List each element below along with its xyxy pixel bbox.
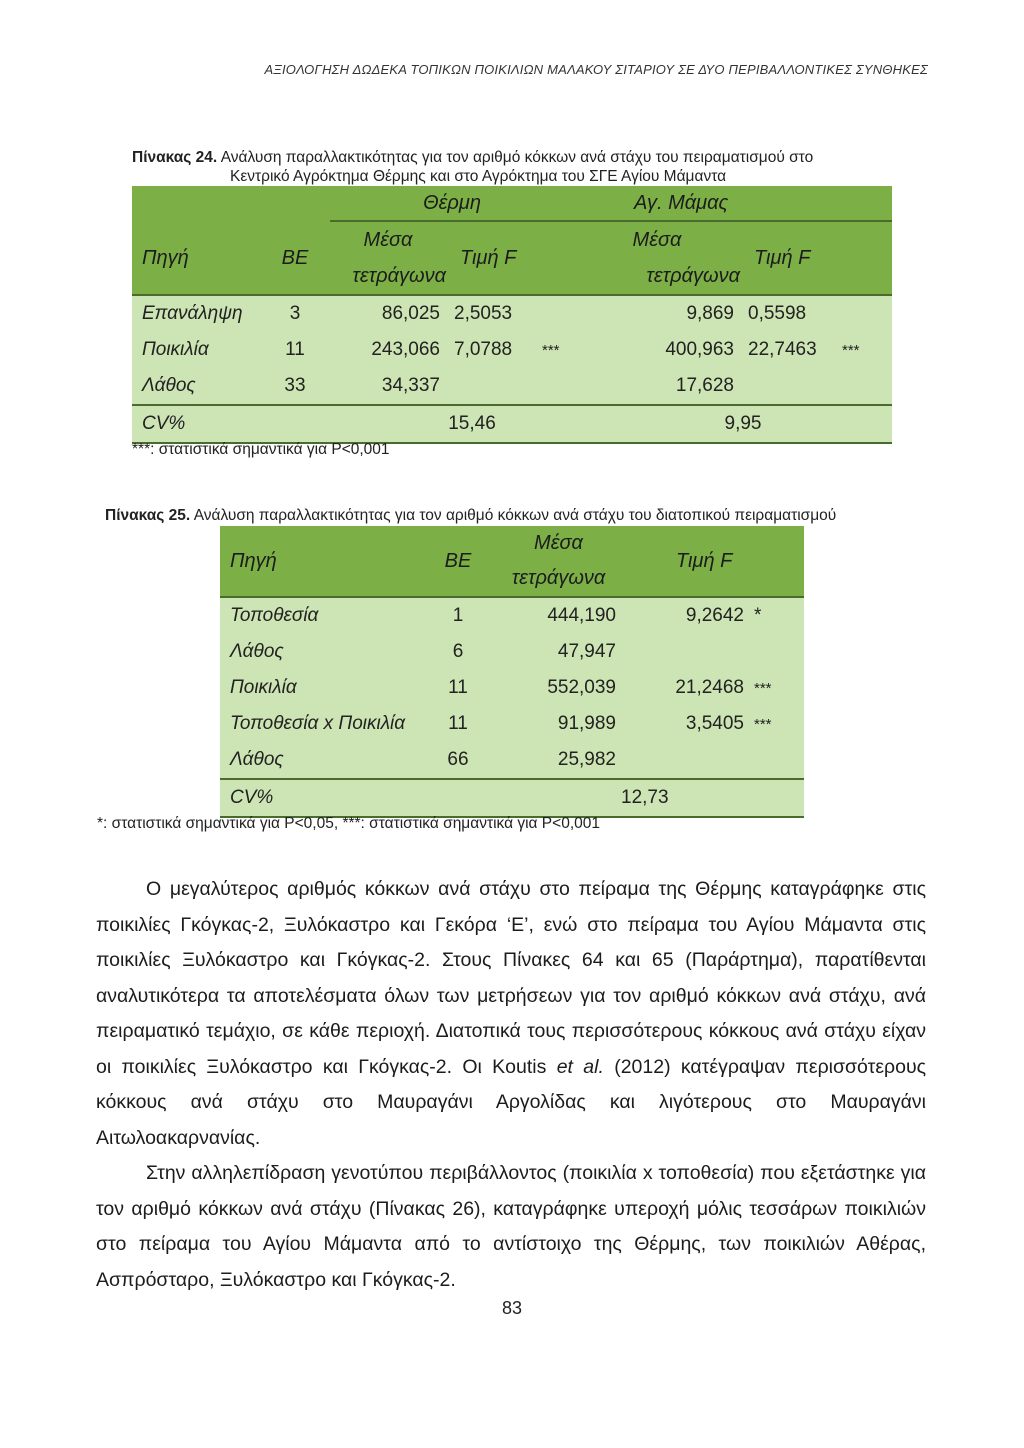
table25-label: Πίνακας 25. <box>105 507 191 524</box>
table-row: Λάθος 33 34,337 17,628 <box>132 368 892 405</box>
table-row: Τοποθεσία x Ποικιλία 11 91,989 3,5405 *** <box>220 706 804 742</box>
page-number: 83 <box>501 1298 523 1318</box>
table24-caption <box>132 148 922 186</box>
body-paragraph-1: Ο μεγαλύτερος αριθμός κόκκων ανά στάχυ στο πείραμα της Θέρμης καταγράφηκε στις ποικιλίες Γκόγκας-2, Ξυλόκαστρο και Γεκόρα ‘Ε’, ενώ στο πείραμα του Αγίου Μάμαντα στις ποικιλίες Ξυλόκαστρο και Γκόγκας-2. Στους Πίνακες 64 και 65 (Παράρτημα), παρατίθενται αναλυτικότερα τα αποτελέσματα όλων των μετρήσεων για τον αριθμό κόκκων ανά στάχυ, ανά πειραματικό τεμάχιο, σε κάθε περιοχή. Διατοπικά τους περισσότερους κόκκους ανά στάχυ είχαν οι ποικιλίες Ξυλόκαστρο και Γκόγκας-2. Οι Koutis et al. (2012) κατέγραψαν περισσότερους κόκκους ανά στάχυ στο Μαυραγάνι Αργολίδας και λιγότερους στο Μαυραγάνι Αιτωλοακαρνανίας. <box>96 878 927 1149</box>
table25-col-f: Τιμή F <box>626 526 804 597</box>
table24-col-f-mamas: Τιμή F <box>744 221 892 295</box>
table24 <box>132 186 892 444</box>
table24-group-agios-mamas: Αγ. Μάμας <box>574 186 892 221</box>
body-text <box>96 872 926 1298</box>
table25-col-ms: Μέσα τετράγωνα <box>491 526 626 597</box>
table24-col-ms-thermi: Μέσα τετράγωνα <box>330 221 450 295</box>
table25-cv-row: CV% 12,73 <box>220 779 804 817</box>
table-row: Ποικιλία 11 552,039 21,2468 *** <box>220 670 804 706</box>
table24-cv-row: CV% 15,46 9,95 <box>132 405 892 443</box>
table24-label: Πίνακας 24. <box>132 149 218 166</box>
table25-caption-text: Ανάλυση παραλλακτικότητας για τον αριθμό κόκκων ανά στάχυ του διατοπικού πειραματισμού <box>193 507 837 524</box>
table25-caption <box>105 506 935 525</box>
body-paragraph-2: Στην αλληλεπίδραση γενοτύπου περιβάλλοντος (ποικιλία x τοποθεσία) που εξετάστηκε για τον αριθμό κόκκων ανά στάχυ (Πίνακας 26), καταγράφηκε υπεροχή μόλις τεσσάρων ποικιλιών στο πείραμα του Αγίου Μάμαντα από το αντίστοιχο της Θέρμης, των ποικιλιών Αθέρας, Ασπρόσταρο, Ξυλόκαστρο και Γκόγκας-2. <box>96 1162 926 1291</box>
table24-caption-line2: Κεντρικό Αγρόκτημα Θέρμης και στο Αγρόκτημα του ΣΓΕ Αγίου Μάμαντα <box>230 168 727 185</box>
table-row: Λάθος 6 47,947 <box>220 634 804 670</box>
table24-note: ***: στατιστικά σημαντικά για P<0,001 <box>132 441 390 458</box>
table-row: Επανάληψη 3 86,025 2,5053 9,869 0,5598 <box>132 295 892 332</box>
table24-group-thermi: Θέρμη <box>330 186 574 221</box>
running-header: ΑΞΙΟΛΟΓΗΣΗ ΔΩΔΕΚΑ ΤΟΠΙΚΩΝ ΠΟΙΚΙΛΙΩΝ ΜΑΛΑΚΟΥ ΣΙΤΑΡΙΟΥ ΣΕ ΔΥΟ ΠΕΡΙΒΑΛΛΟΝΤΙΚΕΣ ΣΥΝΘΗΚΕΣ <box>264 62 928 77</box>
table24-col-df: ΒΕ <box>260 221 330 295</box>
table24-col-ms-mamas: Μέσα τετράγωνα <box>574 221 744 295</box>
table25 <box>220 526 804 818</box>
table-row: Τοποθεσία 1 444,190 9,2642 * <box>220 597 804 634</box>
table-row: Ποικιλία 11 243,066 7,0788 *** 400,963 22,7463 *** <box>132 332 892 368</box>
table24-group-header <box>132 186 892 221</box>
table25-note: *: στατιστικά σημαντικά για P<0,05, ***: στατιστικά σημαντικά για P<0,001 <box>97 815 600 832</box>
table25-col-source: Πηγή <box>220 526 425 597</box>
table-row: Λάθος 66 25,982 <box>220 742 804 779</box>
table25-col-df: ΒΕ <box>425 526 491 597</box>
table24-caption-line1: Ανάλυση παραλλακτικότητας για τον αριθμό κόκκων ανά στάχυ του πειραματισμού στο <box>220 149 814 166</box>
table24-col-source: Πηγή <box>132 221 260 295</box>
table24-column-header <box>132 221 892 295</box>
table24-col-f-thermi: Τιμή F <box>450 221 574 295</box>
table25-column-header <box>220 526 804 597</box>
